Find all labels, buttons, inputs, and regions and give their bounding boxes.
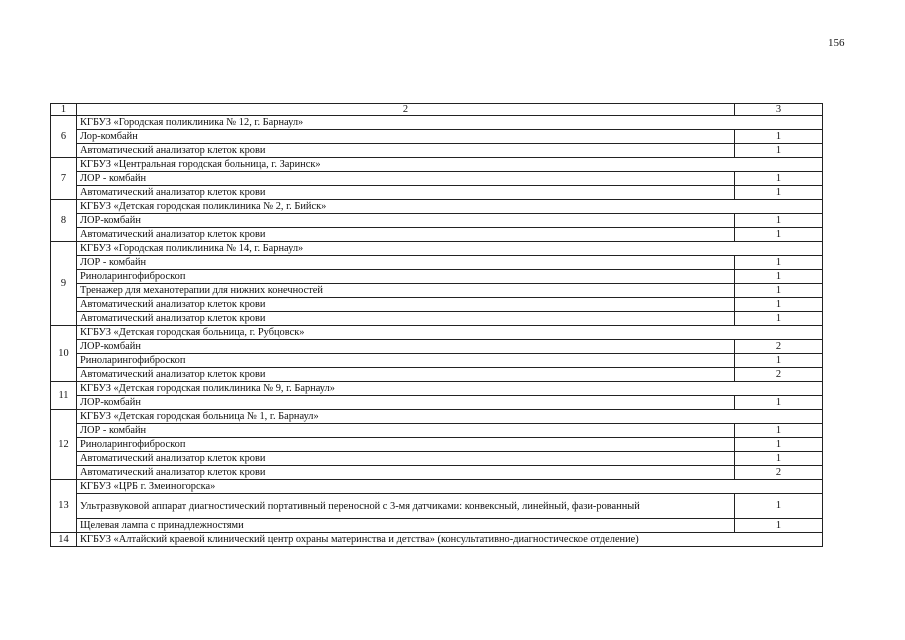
item-name: ЛОР-комбайн — [77, 340, 735, 354]
header-cell-num: 1 — [51, 104, 77, 116]
org-row — [51, 480, 823, 494]
item-row — [51, 130, 823, 144]
org-row — [51, 116, 823, 130]
organization-name: КГБУЗ «Детская городская поликлиника № 2, г. Бийск» — [77, 200, 823, 214]
org-row — [51, 242, 823, 256]
item-quantity: 1 — [735, 256, 823, 270]
item-quantity: 1 — [735, 438, 823, 452]
row-number: 12 — [51, 410, 77, 480]
item-name: Автоматический анализатор клеток крови — [77, 312, 735, 326]
header-cell-qty: 3 — [735, 104, 823, 116]
item-quantity: 2 — [735, 466, 823, 480]
header-row — [51, 104, 823, 116]
item-row — [51, 298, 823, 312]
organization-name: КГБУЗ «Городская поликлиника № 14, г. Барнаул» — [77, 242, 823, 256]
item-name: Автоматический анализатор клеток крови — [77, 186, 735, 200]
item-quantity: 1 — [735, 270, 823, 284]
item-quantity: 1 — [735, 130, 823, 144]
item-name: Тренажер для механотерапии для нижних конечностей — [77, 284, 735, 298]
item-row — [51, 172, 823, 186]
item-row — [51, 354, 823, 368]
item-row — [51, 340, 823, 354]
item-name: Автоматический анализатор клеток крови — [77, 144, 735, 158]
item-name: Щелевая лампа с принадлежностями — [77, 519, 735, 533]
item-quantity: 1 — [735, 494, 823, 519]
item-row — [51, 368, 823, 382]
item-name: ЛОР-комбайн — [77, 214, 735, 228]
item-row — [51, 284, 823, 298]
item-quantity: 1 — [735, 452, 823, 466]
org-row — [51, 382, 823, 396]
item-name: Риноларингофиброскоп — [77, 438, 735, 452]
row-number: 13 — [51, 480, 77, 533]
row-number: 14 — [51, 533, 77, 547]
organization-name: КГБУЗ «Детская городская больница № 1, г. Барнаул» — [77, 410, 823, 424]
item-name: Автоматический анализатор клеток крови — [77, 298, 735, 312]
item-name: Ультразвуковой аппарат диагностический портативный переносной с 3-мя датчиками: конвексный, линейный, фази-рованный — [77, 494, 735, 519]
org-row — [51, 326, 823, 340]
item-row — [51, 214, 823, 228]
org-row — [51, 158, 823, 172]
item-name: Автоматический анализатор клеток крови — [77, 466, 735, 480]
item-quantity: 1 — [735, 144, 823, 158]
item-quantity: 2 — [735, 368, 823, 382]
item-row — [51, 256, 823, 270]
equipment-table — [50, 103, 823, 547]
item-row — [51, 186, 823, 200]
item-name: Риноларингофиброскоп — [77, 354, 735, 368]
row-number: 10 — [51, 326, 77, 382]
item-quantity: 1 — [735, 354, 823, 368]
row-number: 7 — [51, 158, 77, 200]
item-name: Риноларингофиброскоп — [77, 270, 735, 284]
item-quantity: 2 — [735, 340, 823, 354]
row-number: 8 — [51, 200, 77, 242]
item-row — [51, 452, 823, 466]
row-number: 6 — [51, 116, 77, 158]
item-quantity: 1 — [735, 312, 823, 326]
item-row — [51, 312, 823, 326]
item-name: ЛОР - комбайн — [77, 172, 735, 186]
item-quantity: 1 — [735, 228, 823, 242]
item-row — [51, 519, 823, 533]
item-quantity: 1 — [735, 424, 823, 438]
item-row — [51, 438, 823, 452]
item-name: Лор-комбайн — [77, 130, 735, 144]
row-number: 11 — [51, 382, 77, 410]
org-row — [51, 533, 823, 547]
org-row — [51, 410, 823, 424]
organization-name: КГБУЗ «Центральная городская больница, г. Заринск» — [77, 158, 823, 172]
table-body — [51, 104, 823, 547]
item-name: Автоматический анализатор клеток крови — [77, 368, 735, 382]
header-cell-name: 2 — [77, 104, 735, 116]
page-number: 156 — [828, 37, 845, 49]
item-name: ЛОР-комбайн — [77, 396, 735, 410]
item-row — [51, 424, 823, 438]
item-name: ЛОР - комбайн — [77, 424, 735, 438]
item-row — [51, 494, 823, 519]
row-number: 9 — [51, 242, 77, 326]
item-quantity: 1 — [735, 284, 823, 298]
item-quantity: 1 — [735, 396, 823, 410]
item-row — [51, 228, 823, 242]
item-row — [51, 396, 823, 410]
organization-name: КГБУЗ «Детская городская поликлиника № 9, г. Барнаул» — [77, 382, 823, 396]
item-quantity: 1 — [735, 298, 823, 312]
organization-name: КГБУЗ «Алтайский краевой клинический центр охраны материнства и детства» (консультативно-диагностическое отделение) — [77, 533, 823, 547]
item-row — [51, 144, 823, 158]
organization-name: КГБУЗ «ЦРБ г. Змеиногорска» — [77, 480, 823, 494]
item-row — [51, 466, 823, 480]
item-name: Автоматический анализатор клеток крови — [77, 228, 735, 242]
item-quantity: 1 — [735, 519, 823, 533]
organization-name: КГБУЗ «Детская городская больница, г. Рубцовск» — [77, 326, 823, 340]
item-quantity: 1 — [735, 214, 823, 228]
item-quantity: 1 — [735, 186, 823, 200]
item-name: ЛОР - комбайн — [77, 256, 735, 270]
item-quantity: 1 — [735, 172, 823, 186]
item-row — [51, 270, 823, 284]
organization-name: КГБУЗ «Городская поликлиника № 12, г. Барнаул» — [77, 116, 823, 130]
org-row — [51, 200, 823, 214]
item-name: Автоматический анализатор клеток крови — [77, 452, 735, 466]
